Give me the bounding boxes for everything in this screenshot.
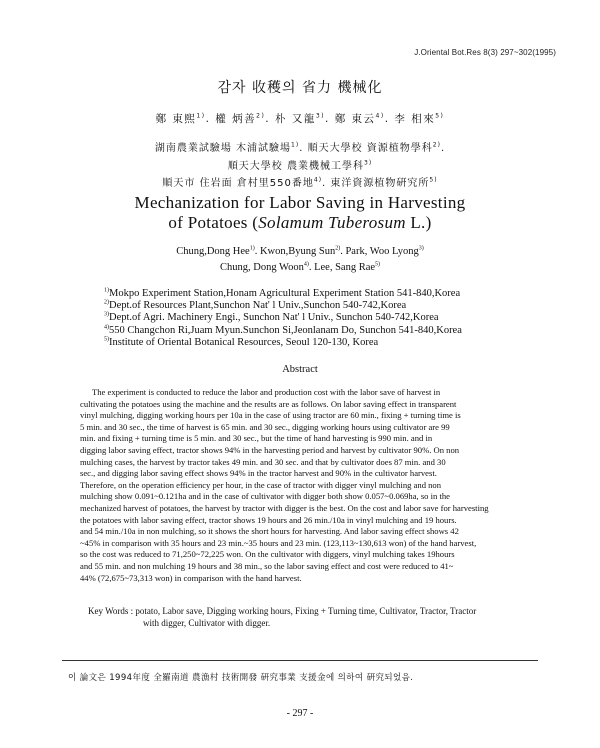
abstract-body bbox=[80, 387, 532, 584]
korean-affiliation-line-3: 順天市 住岩面 倉村里550番地$^{4)}$. 東洋資源植物硏究所$^{5)}$ bbox=[162, 176, 438, 189]
keywords bbox=[88, 605, 538, 629]
korean-affiliation-line-1: 湖南農業試驗場 木浦試驗場$^{1)}$. 順天大學校 資源植物學科$^{2)}$. bbox=[154, 141, 446, 154]
abstract-line: 5 min. and 30 sec., the time of harvest is 65 min. and 30 sec., digging working hours using cultivator are 99 bbox=[80, 421, 450, 432]
english-authors bbox=[0, 244, 600, 276]
abstract-line: min. and fixing + turning time is 5 min. and 30 sec., but the time of hand harvesting is 990 min. and in bbox=[80, 433, 433, 444]
page-number: - 297 - bbox=[286, 708, 314, 719]
affiliation-line: $^{2)}$Dept.of Resources Plant,Sunchon Nat' l Univ.,Sunchon 540-742,Korea bbox=[104, 299, 407, 312]
abstract-line: cultivating the potatoes using the machine and the results are as follows. On labor saving effect in transparent bbox=[80, 398, 457, 409]
abstract-line: and 55 min. and non mulching 19 hours and 38 min., so the labor saving effect and cost were reduced to 41~ bbox=[80, 560, 454, 571]
affiliation-line: $^{5)}$Institute of Oriental Botanical Resources, Seoul 120-130, Korea bbox=[104, 336, 379, 348]
korean-author: 鄭 東云$^{4)}$. bbox=[334, 112, 395, 125]
english-authors-line-1: Chung,Dong Hee$^{1)}$. Kwon,Byung Sun$^{2)}$. Park, Woo Lyong$^{3)}$ bbox=[176, 245, 424, 257]
affiliation-line: $^{4)}$550 Changchon Ri,Juam Myun.Sunchon Si,Jeonlanam Do, Sunchon 541-840,Korea bbox=[104, 324, 462, 336]
english-title bbox=[0, 193, 600, 233]
abstract-line: The experiment is conducted to reduce the labor and production cost with the labor save of harvest in bbox=[92, 387, 441, 397]
english-title-line-1: Mechanization for Labor Saving in Harvesting bbox=[134, 193, 466, 212]
keywords-line-1: Key Words : potato, Labor save, Digging working hours, Fixing + Turning time, Cultivator, Tractor, Tractor bbox=[88, 606, 477, 616]
korean-author: 李 相來$^{5)}$ bbox=[394, 112, 445, 125]
keywords-line-2: with digger, Cultivator with digger. bbox=[143, 618, 271, 628]
korean-affiliation-line-2: 順天大學校 農業機械工學科$^{3)}$ bbox=[227, 159, 373, 172]
affiliation-line: $^{1)}$Mokpo Experiment Station,Honam Agricultural Experiment Station 541-840,Korea bbox=[104, 287, 461, 299]
english-authors-line-2: Chung, Dong Woon$^{4)}$. Lee, Sang Rae$^{5)}$ bbox=[219, 261, 381, 273]
affiliation-line: $^{3)}$Dept.of Agri. Machinery Engi., Sunchon Nat' l Univ., Sunchon 540-742,Korea bbox=[104, 311, 439, 324]
footnote-divider bbox=[62, 660, 538, 661]
abstract-line: the potatoes with labor saving effect, tractor shows 19 hours and 26 min./10a in vinyl mulching and 19 hours. bbox=[80, 514, 457, 525]
abstract-line: ~45% in comparison with 35 hours and 23 min.~35 hours and 23 min. (123,113~130,613 won) of the hand harvest, bbox=[80, 537, 477, 548]
abstract-line: mulching cases, the harvest by tractor takes 49 min. and 30 sec. and that by cultivator does 87 min. and 30 bbox=[80, 456, 446, 467]
abstract-line: mechanized harvest of potatoes, the harvest by tractor with digger is the best. On the cost and labor save for harvesting bbox=[80, 502, 489, 513]
korean-author: 鄭 東熙$^{1)}$. bbox=[155, 112, 216, 125]
title-plain: of Potatoes ( bbox=[168, 213, 259, 232]
abstract-heading: Abstract bbox=[282, 364, 318, 375]
korean-author: 權 炳善$^{2)}$. bbox=[215, 112, 275, 125]
korean-author: 朴 又龍$^{3)}$. bbox=[274, 112, 335, 125]
journal-citation: J.Oriental Bot.Res 8(3) 297~302(1995) bbox=[414, 48, 556, 57]
abstract-line: digging labor saving effect, tractor shows 94% in the harvesting period and harvest by cultivator 90%. On non bbox=[80, 444, 460, 455]
abstract-line: vinyl mulching, digging working hours per 10a in the case of using tractor are 60 min., fixing + turning time is bbox=[80, 410, 461, 421]
abstract-line: Therefore, on the operation efficiency per hour, in the case of tractor with digger vinyl mulching and non bbox=[80, 479, 442, 490]
english-affiliations bbox=[104, 288, 462, 349]
title-species-italic: Solamum Tuberosum bbox=[258, 213, 406, 232]
english-title-line-2 bbox=[0, 213, 600, 233]
korean-authors bbox=[0, 111, 600, 126]
abstract-line: so the cost was reduced to 71,250~72,225 won. On the cultivator with diggers, vinyl mulching takes 19hours bbox=[80, 549, 455, 560]
abstract-line: and 54 min./10a in non mulching, so it shows the short hours for harvesting. And labor saving effect shows 42 bbox=[80, 526, 459, 537]
abstract-line: sec., and digging labor saving effect shows 94% in the tractor harvest and 90% in the cultivator harvest. bbox=[80, 468, 437, 479]
title-end: L.) bbox=[405, 213, 432, 232]
footnote: 이 論文은 1994年度 全羅南道 農漁村 技術開發 硏究事業 支援金에 의하여 硏究되었음. bbox=[68, 673, 414, 683]
abstract-line: mulching show 0.091~0.121ha and in the case of cultivator with digger both show 0.057~0.069ha, so in the bbox=[80, 491, 450, 502]
abstract-line: 44% (72,675~73,313 won) in comparison with the hand harvest. bbox=[80, 572, 302, 583]
korean-title: 감자 收穫의 省力 機械化 bbox=[217, 80, 383, 96]
